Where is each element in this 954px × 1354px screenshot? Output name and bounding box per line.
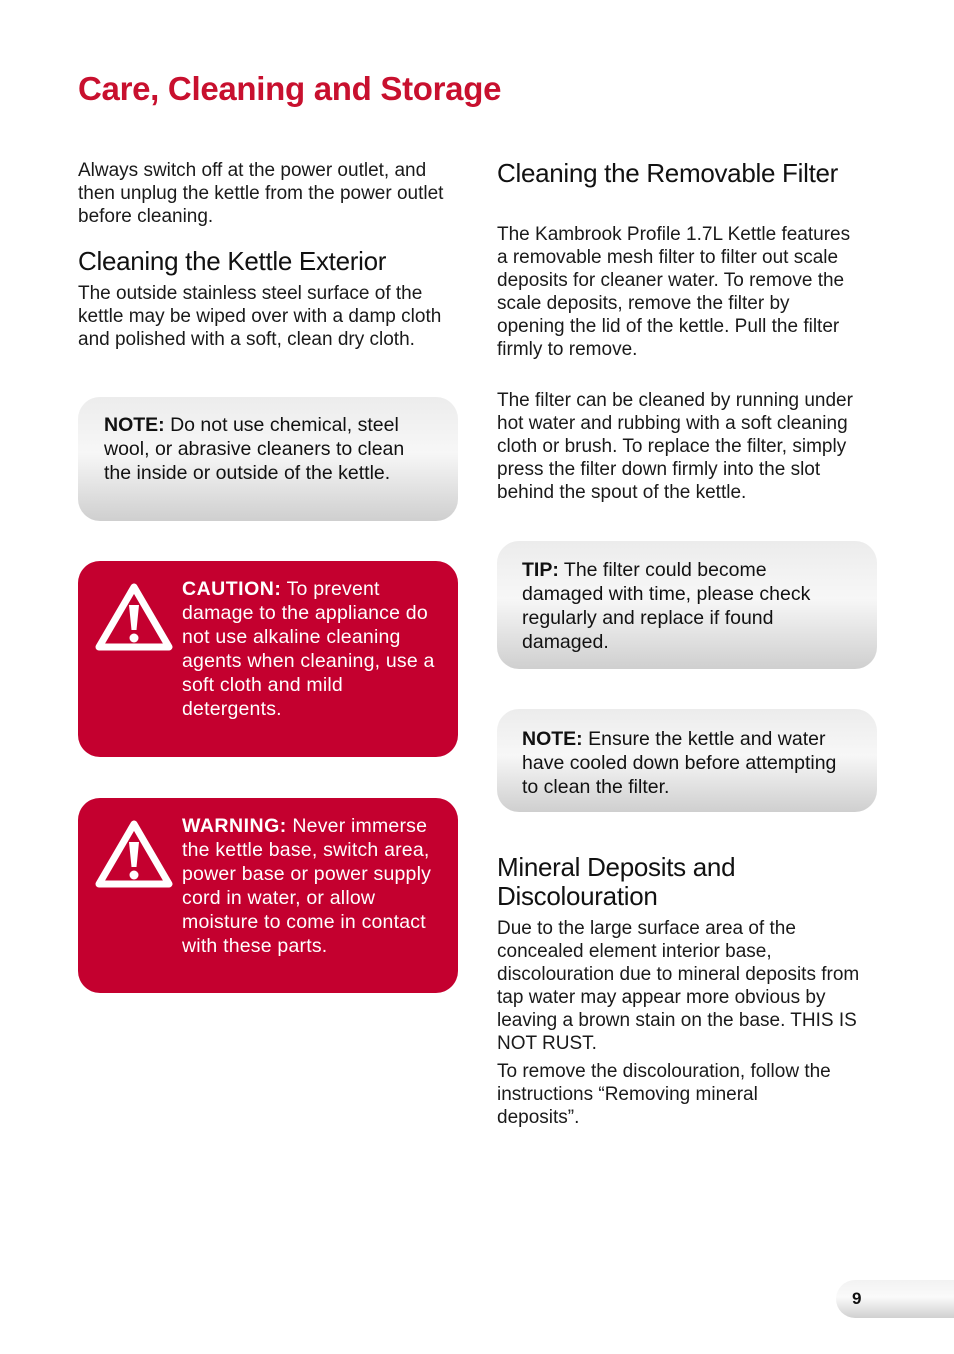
- warning-body: Never immerse the kettle base, switch area, power base or power supply cord in water, or allow moisture to come in contact with these parts.: [182, 815, 432, 957]
- intro-text: Always switch off at the power outlet, and then unplug the kettle from the power outlet before cleaning.: [78, 160, 444, 227]
- page-title: Care, Cleaning and Storage: [78, 70, 502, 107]
- note-label: NOTE:: [104, 414, 165, 436]
- warning-triangle-icon: [94, 581, 174, 653]
- note-body: Do not use chemical, steel wool, or abrasive cleaners to clean the inside or outside of the kettle.: [104, 414, 405, 484]
- exterior-heading: Cleaning the Kettle Exterior: [78, 246, 387, 276]
- warning-text: [182, 814, 438, 958]
- caution-body: To prevent damage to the appliance do not use alkaline cleaning agents when cleaning, use a soft cloth and mild detergents.: [182, 578, 435, 720]
- warning-box: [78, 798, 458, 993]
- caution-label: CAUTION:: [182, 578, 282, 600]
- page-number: 9: [852, 1289, 862, 1308]
- tip-label: TIP:: [522, 559, 559, 581]
- mineral-paragraph-1: Due to the large surface area of the concealed element interior base, discolouration due to mineral deposits from tap water may appear more obvious by leaving a brown stain on the base. THIS IS NOT RUST.: [497, 918, 860, 1054]
- tip-text: [522, 558, 851, 654]
- note-label: NOTE:: [522, 728, 583, 750]
- page-number-tab: [836, 1280, 954, 1318]
- filter-heading: Cleaning the Removable Filter: [497, 158, 839, 188]
- note-text: [104, 413, 432, 485]
- note-text: [522, 727, 855, 799]
- caution-box: [78, 561, 458, 757]
- mineral-heading: Mineral Deposits and Discolouration: [497, 852, 736, 911]
- note-box-exterior: [78, 397, 458, 521]
- filter-paragraph-2: The filter can be cleaned by running under hot water and rubbing with a soft cleaning cloth or brush. To replace the filter, simply press the filter down firmly into the slot behind the spout of the kettle.: [497, 390, 853, 503]
- warning-label: WARNING:: [182, 815, 287, 837]
- caution-text: [182, 577, 438, 721]
- warning-triangle-icon: [94, 818, 174, 890]
- tip-body: The filter could become damaged with time, please check regularly and replace if found damaged.: [522, 559, 811, 653]
- filter-paragraph-1: The Kambrook Profile 1.7L Kettle features a removable mesh filter to filter out scale deposits for cleaner water. To remove the scale deposits, remove the filter by opening the lid of the kettle. Pull the filter firmly to remove.: [497, 224, 851, 360]
- mineral-paragraph-2: To remove the discolouration, follow the instructions “Removing mineral deposits”.: [497, 1061, 831, 1128]
- tip-box: [497, 541, 877, 669]
- note-box-filter: [497, 709, 877, 812]
- note-body: Ensure the kettle and water have cooled down before attempting to clean the filter.: [522, 728, 837, 798]
- exterior-body: The outside stainless steel surface of the kettle may be wiped over with a damp cloth and polished with a soft, clean dry cloth.: [78, 283, 442, 350]
